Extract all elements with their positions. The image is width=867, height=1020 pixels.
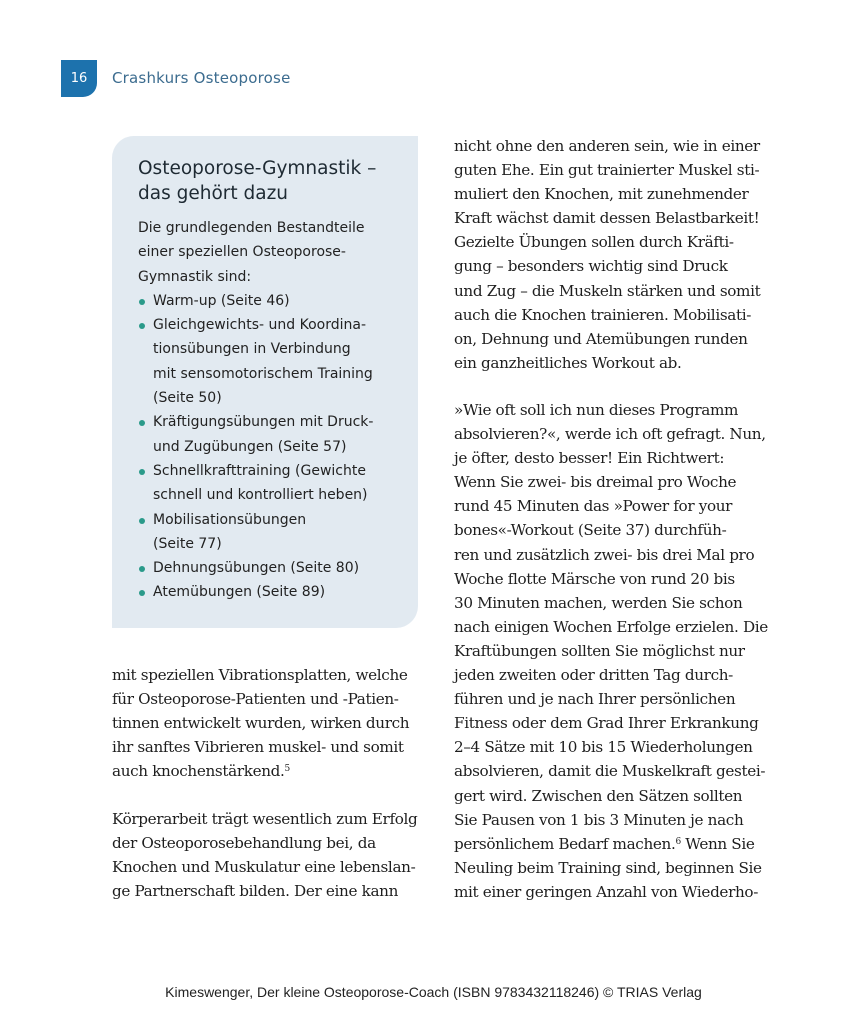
- info-box-intro: [138, 216, 404, 289]
- bullet-dot-icon: [139, 469, 145, 475]
- text-line: ein ganzheitliches Workout ab.: [454, 353, 682, 372]
- bullet-dot-icon: [139, 590, 145, 596]
- bullet-dot-icon: [139, 518, 145, 524]
- text-fragment: persönlichem Bedarf machen.: [454, 834, 676, 853]
- list-item-line: Schnellkrafttraining (Gewichte: [153, 462, 366, 479]
- text-line: nach einigen Wochen Erfolge erzielen. Die: [454, 617, 768, 636]
- list-item-line: Gleichgewichts- und Koordina-: [153, 317, 366, 334]
- text-line: [454, 832, 764, 856]
- text-line: Knochen und Muskulatur eine lebenslan-: [112, 858, 416, 877]
- bullet-dot-icon: [139, 566, 145, 572]
- text-line: für Osteoporose-Patienten und -Patien-: [112, 690, 399, 709]
- running-head: Crashkurs Osteoporose: [112, 69, 291, 87]
- text-line: absolvieren?«, werde ich oft gefragt. Nun,: [454, 425, 766, 444]
- list-item-line: tionsübungen in Verbindung: [153, 341, 351, 358]
- left-column-paragraph-2: [112, 807, 418, 903]
- list-item: [138, 289, 404, 313]
- text-line: Fitness oder dem Grad Ihrer Erkrankung: [454, 714, 759, 733]
- page-number-badge: [61, 60, 97, 97]
- list-item-line: Warm-up (Seite 46): [153, 292, 290, 309]
- text-line: und Zug – die Muskeln stärken und somit: [454, 281, 761, 300]
- page-footer: Kimeswenger, Der kleine Osteoporose-Coach (ISBN 9783432118246) © TRIAS Verlag: [165, 984, 702, 1000]
- text-line: absolvieren, damit die Muskelkraft gestei-: [454, 762, 766, 781]
- text-fragment: Wenn Sie: [680, 834, 755, 853]
- list-item-line: Kräftigungsübungen mit Druck-: [153, 414, 374, 431]
- list-item: [138, 508, 404, 557]
- list-item-line: Dehnungsübungen (Seite 80): [153, 560, 360, 577]
- bullet-dot-icon: [139, 323, 145, 329]
- text-line: führen und je nach Ihrer persönlichen: [454, 690, 736, 709]
- footnote-marker: 6: [675, 836, 681, 847]
- intro-line: einer speziellen Osteoporose-: [138, 244, 346, 261]
- text-line: Neuling beim Training sind, beginnen Sie: [454, 858, 762, 877]
- text-line: Kraft wächst damit dessen Belastbarkeit!: [454, 209, 760, 228]
- list-item: [138, 580, 404, 604]
- list-item-line: und Zugübungen (Seite 57): [153, 438, 347, 455]
- text-line: auch die Knochen trainieren. Mobilisati-: [454, 305, 752, 324]
- info-box-title: [138, 156, 404, 206]
- list-item: [138, 459, 404, 508]
- intro-line: Die grundlegenden Bestandteile: [138, 220, 365, 236]
- text-fragment: auch knochenstärkend.: [112, 762, 285, 781]
- text-line: ren und zusätzlich zwei- bis drei Mal pro: [454, 545, 755, 564]
- text-line: Wenn Sie zwei- bis dreimal pro Woche: [454, 473, 737, 492]
- text-line: gung – besonders wichtig sind Druck: [454, 257, 728, 276]
- title-line: das gehört dazu: [138, 183, 289, 204]
- text-line: der Osteoporosebehandlung bei, da: [112, 834, 376, 853]
- text-line: ihr sanftes Vibrieren muskel- und somit: [112, 738, 404, 757]
- text-line: Sie Pausen von 1 bis 3 Minuten je nach: [454, 810, 744, 829]
- text-line: muliert den Knochen, mit zunehmender: [454, 185, 749, 204]
- text-line: gert wird. Zwischen den Sätzen sollten: [454, 786, 743, 805]
- list-item-line: (Seite 77): [153, 535, 222, 552]
- text-line: Körperarbeit trägt wesentlich zum Erfolg: [112, 810, 418, 828]
- text-line: Woche flotte Märsche von rund 20 bis: [454, 569, 735, 588]
- intro-line: Gymnastik sind:: [138, 268, 252, 285]
- text-line: je öfter, desto besser! Ein Richtwert:: [454, 449, 725, 468]
- list-item: [138, 410, 404, 459]
- text-line: jeden zweiten oder dritten Tag durch-: [454, 666, 733, 685]
- list-item-line: Atemübungen (Seite 89): [153, 584, 326, 601]
- text-line: mit einer geringen Anzahl von Wiederho-: [454, 882, 758, 901]
- list-item-line: Mobilisationsübungen: [153, 511, 307, 528]
- text-line: 30 Minuten machen, werden Sie schon: [454, 593, 743, 612]
- text-line: mit speziellen Vibrationsplatten, welche: [112, 666, 408, 684]
- info-box-list: [138, 289, 404, 605]
- list-item-line: schnell und kontrolliert heben): [153, 487, 368, 504]
- list-item-line: (Seite 50): [153, 390, 222, 407]
- text-line: 2–4 Sätze mit 10 bis 15 Wiederholungen: [454, 738, 753, 757]
- right-column-paragraph-2: [454, 398, 768, 904]
- page-number: 16: [70, 71, 88, 86]
- list-item: [138, 313, 404, 410]
- list-item: [138, 556, 404, 580]
- text-line: ge Partnerschaft bilden. Der eine kann: [112, 882, 399, 901]
- text-line: Kraftübungen sollten Sie möglichst nur: [454, 641, 745, 660]
- text-line: rund 45 Minuten das »Power for your: [454, 497, 733, 516]
- text-line: guten Ehe. Ein gut trainierter Muskel sti-: [454, 161, 760, 180]
- bullet-dot-icon: [139, 420, 145, 426]
- text-line: Gezielte Übungen sollen durch Kräfti-: [454, 233, 734, 252]
- text-line: on, Dehnung und Atemübungen runden: [454, 329, 748, 348]
- title-line: Osteoporose-Gymnastik –: [138, 158, 377, 179]
- text-line: tinnen entwickelt wurden, wirken durch: [112, 714, 410, 733]
- info-box: [112, 136, 418, 628]
- list-item-line: mit sensomotorischem Training: [153, 365, 373, 382]
- left-column-paragraph-1: [112, 663, 418, 783]
- text-line: bones«-Workout (Seite 37) durchfüh-: [454, 521, 727, 540]
- text-line: nicht ohne den anderen sein, wie in einer: [454, 137, 760, 155]
- footnote-marker: 5: [284, 764, 290, 775]
- right-column-paragraph-1: [454, 134, 764, 375]
- text-line: »Wie oft soll ich nun dieses Programm: [454, 401, 739, 419]
- bullet-dot-icon: [139, 299, 145, 305]
- text-line: [112, 759, 418, 783]
